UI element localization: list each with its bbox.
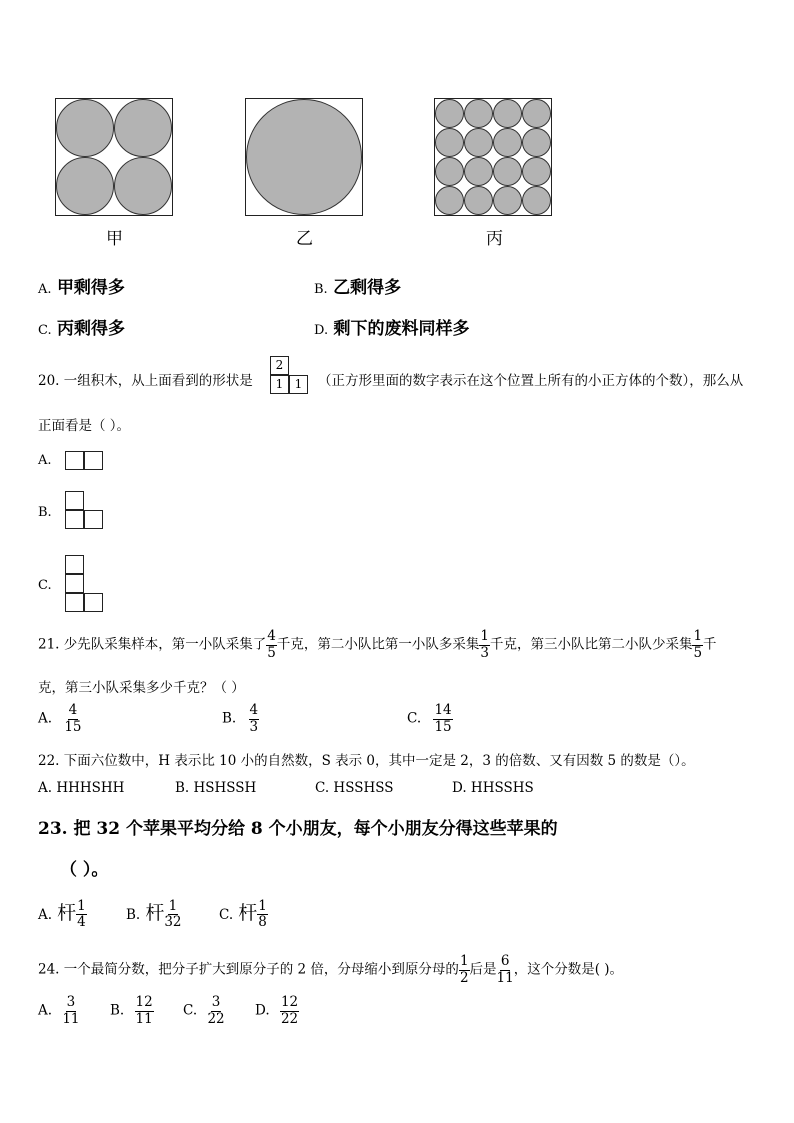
- circle: [464, 186, 493, 215]
- circle: [435, 128, 464, 157]
- q19-option-a[interactable]: A. 甲剩得多: [38, 278, 125, 298]
- q22-option-b[interactable]: B. HSHSSH: [175, 780, 257, 796]
- fraction: $\frac{3}{11}$: [62, 994, 80, 1027]
- figure-label-jia: 甲: [106, 229, 123, 249]
- circle: [435, 186, 464, 215]
- circle: [56, 99, 114, 157]
- circle: [464, 157, 493, 186]
- q20-option-b-label[interactable]: B.: [38, 505, 52, 520]
- fraction: $\frac{12}{22}$: [280, 994, 299, 1027]
- fraction: $\frac{4}{3}$: [249, 702, 259, 735]
- grid-cell: 1: [270, 375, 289, 394]
- q20-text-line2: 正面看是（ ）。: [38, 418, 131, 434]
- circle: [493, 157, 522, 186]
- fraction: $\frac{1}{32}$: [164, 897, 182, 930]
- q21-option-b[interactable]: B. $\frac{4}{3}$: [222, 702, 259, 735]
- circle: [464, 128, 493, 157]
- q22-option-c[interactable]: C. HSSHSS: [315, 780, 394, 796]
- q24-option-d[interactable]: D. $\frac{12}{22}$: [255, 994, 299, 1027]
- fraction: $\frac{1}{3}$: [480, 628, 489, 661]
- q21-line1: 21. 少先队采集样本，第一小队采集了 $\frac{4}{5}$ 千克，第二小队比第一小队多采集 $\frac{1}{3}$ 千克，第三小队比第二小队少采集 $\frac{1}{5}$ 千: [38, 628, 717, 661]
- q23-text: 23. 把 32 个苹果平均分给 8 个小朋友，每个小朋友分得这些苹果的: [38, 819, 558, 839]
- circle: [493, 99, 522, 128]
- fraction: $\frac{4}{5}$: [267, 628, 276, 661]
- q24-option-b[interactable]: B. $\frac{12}{11}$: [110, 994, 153, 1027]
- fraction: $\frac{14}{15}$: [434, 702, 452, 735]
- fraction: $\frac{4}{15}$: [64, 702, 82, 735]
- fraction: $\frac{1}{8}$: [258, 897, 267, 930]
- circle: [493, 186, 522, 215]
- q19-option-b[interactable]: B. 乙剩得多: [314, 278, 402, 298]
- q22-text: 22. 下面六位数中，H 表示比 10 小的自然数，S 表示 0，其中一定是 2，3 的倍数、又有因数 5 的数是（）。: [38, 753, 695, 769]
- circle: [246, 99, 362, 215]
- q22-option-a[interactable]: A. HHHSHH: [38, 780, 125, 796]
- q24-option-c[interactable]: C. $\frac{3}{22}$: [183, 994, 225, 1027]
- figure-label-yi: 乙: [296, 229, 313, 249]
- q21-option-a[interactable]: A. $\frac{4}{15}$: [38, 702, 82, 735]
- q23-option-b[interactable]: B. 杆 $\frac{1}{32}$: [126, 897, 182, 930]
- q24-text: 24. 一个最简分数，把分子扩大到原分子的 2 倍，分母缩小到原分母的 $\frac{1}{2}$ 后是 $\frac{6}{11}$ ，这个分数是( )。: [38, 953, 624, 986]
- circle: [435, 157, 464, 186]
- circle: [522, 186, 551, 215]
- circle: [493, 128, 522, 157]
- fraction: $\frac{6}{11}$: [496, 953, 514, 986]
- circle: [522, 157, 551, 186]
- fraction: $\frac{1}{4}$: [77, 897, 86, 930]
- q21-option-c[interactable]: C. $\frac{14}{15}$: [407, 702, 452, 735]
- q20-option-c-label[interactable]: C.: [38, 578, 52, 593]
- circle: [114, 99, 172, 157]
- grid-cell: 1: [289, 375, 308, 394]
- q21-line2: 克，第三小队采集多少千克？（ ）: [38, 680, 245, 696]
- circle: [464, 99, 493, 128]
- grid-cell: 2: [270, 356, 289, 375]
- q23-option-a[interactable]: A. 杆 $\frac{1}{4}$: [38, 897, 86, 930]
- circle: [435, 99, 464, 128]
- circle: [522, 99, 551, 128]
- q19-option-c[interactable]: C. 丙剩得多: [38, 319, 126, 339]
- fraction: $\frac{1}{2}$: [459, 953, 469, 986]
- circle: [114, 157, 172, 215]
- q20-text-before: 20. 一组积木，从上面看到的形状是: [38, 373, 253, 389]
- q20-option-a-label[interactable]: A.: [38, 453, 52, 468]
- figure-label-bing: 丙: [486, 229, 503, 249]
- circle: [56, 157, 114, 215]
- fraction: $\frac{3}{22}$: [207, 994, 225, 1027]
- q20-text-after: （正方形里面的数字表示在这个位置上所有的小正方体的个数），那么从: [318, 373, 744, 389]
- q22-option-d[interactable]: D. HHSSHS: [452, 780, 534, 796]
- circle: [522, 128, 551, 157]
- q24-option-a[interactable]: A. $\frac{3}{11}$: [38, 994, 80, 1027]
- fraction: $\frac{1}{5}$: [693, 628, 703, 661]
- q23-option-c[interactable]: C. 杆 $\frac{1}{8}$: [219, 897, 267, 930]
- fraction: $\frac{12}{11}$: [135, 994, 153, 1027]
- q23-line2: （ ）。: [60, 860, 109, 880]
- q19-option-d[interactable]: D. 剩下的废料同样多: [314, 319, 470, 339]
